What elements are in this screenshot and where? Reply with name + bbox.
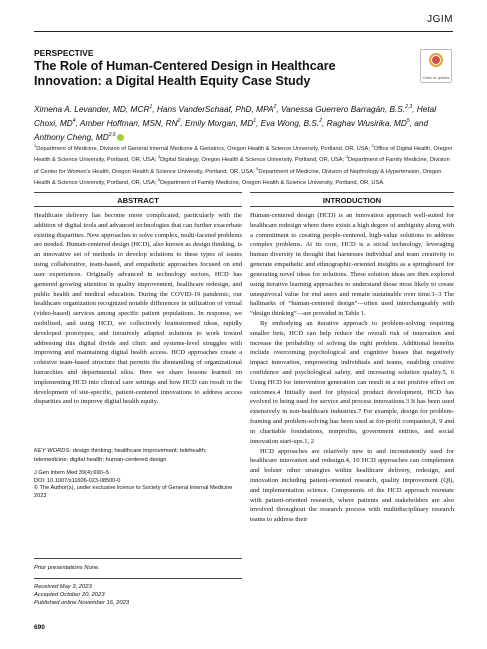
affiliations: $^1$Department of Medicine, Division of General Internal Medicine & Geriatrics, Oregon Health & Science University, Portland, OR, USA; $^2$Office of Digital Health, Oregon Health & Science University, Portland, OR, USA; $^3$Digital Strategy, Oregon Health & Science University, Portland, OR, USA; $^4$Department of Family Medicine, Division of Center for Women's Health, Oregon Health & Science University, Portland, OR, USA; $^5$Department of Medicine, Division of Nephrology & Hypertension, Oregon Health & Science University, Portland, OR, USA; $^6$Department of Family Medicine, Oregon Health & Science University, Portland, OR, USA.: [34, 143, 453, 187]
abstract-text: Healthcare delivery has become more complicated, particularly with the addition of digital tools and advanced technologies that can further exacerbate existing disparities. New approaches to solve complex, multi-faceted problems are needed. Human-centered design (HCD), also known as design thinking, is an innovative set of methods to develop solutions to these types of issues using collaborative, team-based, and empathetic approaches focused on end user experiences. Originally advanced in technology sectors, HCD has garnered growing attention in quality improvement, healthcare redesign, and public health and medical education. During the COVID-19 pandemic, our healthcare organization recognized notable differences in utilization of virtual (video-based) services among specific patient populations. In response, we mobilized, and using HCD, we collectively brainstormed ideas, rapidly developed prototypes, and iteratively adapted solutions to work toward addressing this digital divide and clinic and systems-level struggles with improving and maintaining digital health access. HCD approaches create a cohesive team-based structure that permits the dismantling of organizational hierarchies and departmental silos. Here we share lessons learned on implementing HCD into clinical care settings and how HCD can result in the development of site-specific, patient-centered innovations to address access disparities and to improve digital health equity.: [34, 212, 243, 406]
author: Amber Hoffman, MSN, $RN^2$: [79, 117, 181, 128]
crossmark-dot-icon: [432, 56, 440, 64]
author: Eva Wong, B.S.$^2$: [260, 117, 322, 128]
received-date: Received May 3, 2023: [34, 584, 92, 590]
prior-rule-top: [34, 558, 242, 559]
abstract-rule-top: [34, 192, 242, 193]
author: Emily Morgan, $MD^1$: [184, 117, 256, 128]
author: Hetal Choxi, $MD^4$: [34, 103, 437, 128]
intro-heading: INTRODUCTION: [322, 196, 382, 205]
crossmark-label: Check for updates: [422, 76, 450, 80]
intro-paragraph: By embodying an iterative approach to problem-solving requiring smaller bets, HCD can help reduce the overall risk of innovation and increase the probability of solving the right problem. Additional benefits include overcoming psychological and cognitive biases that negatively impact innovation, empowering individuals and teams, enabling creative confidence and psychological safety, and increasing solution quality.5, 6 Using HCD for intervention generation can result in a net positive effect on outcomes.4 Initially used for physical product development, HCD has evolved to being used for service and process innovations.3 It has been used extensively in non-healthcare industries.7 For example, design for problem-framing and problem-solving has been used at for-profit companies,8, 9 and in charitable foundations, nonprofits, government entities, and social innovation start-ups.1, 2: [250, 319, 454, 445]
publication-dates: [34, 584, 129, 607]
author: Raghav Wusirika, $MD^5$: [326, 117, 410, 128]
author: Ximena A. Levander, MD, MCR$^1$: [34, 103, 153, 114]
keywords-text: design thinking; healthcare improvement; telehealth; telemedicine; digital health; human-centered design: [34, 448, 207, 463]
author: Hans VanderSchaaf, PhD, MPA$^2$: [156, 103, 277, 114]
intro-paragraph: HCD approaches are relatively new to and inconsistently used for healthcare innovation and redesign.4, 10 HCD approaches can complement and bolster other strategies within healthcare delivery, redesign, and innovation including patient-oriented research, quality improvement (QI), and implementation science. Components of the HCD approach resonate with patient-oriented research, where patients and stakeholders are also involved throughout the research process with multidisciplinary research teams to address their: [250, 447, 454, 524]
keywords: [34, 447, 242, 464]
intro-rule-top: [250, 192, 454, 193]
intro-body: [250, 211, 454, 525]
article-title: The Role of Human-Centered Design in Healthcare Innovation: a Digital Health Equity Case Study: [34, 59, 336, 88]
keywords-label: KEY WORDS:: [34, 448, 71, 454]
abstract-rule-bottom: [34, 206, 242, 207]
copyright: © The Author(s), under exclusive licence to Society of General Internal Medicine 2023: [34, 485, 233, 500]
abstract-heading: ABSTRACT: [117, 196, 159, 205]
accepted-date: Accepted October 20, 2023: [34, 591, 105, 598]
page-number: 690: [34, 624, 45, 631]
intro-rule-bottom: [250, 206, 454, 207]
published-date: Published online November 16, 2023: [34, 599, 130, 606]
orcid-icon[interactable]: [117, 134, 124, 141]
citation: J Gen Intern Med 39(4):690–5: [34, 470, 109, 476]
article-meta: [34, 470, 242, 501]
crossmark-badge[interactable]: [420, 49, 452, 83]
header-rule: [34, 31, 453, 32]
journal-name: JGIM: [427, 14, 453, 25]
author-list: Ximena A. Levander, MD, MCR$^1$, Hans VanderSchaaf, PhD, MPA$^2$, Vanessa Guerrero Barragán, B.S.$^{2,3}$, Hetal Choxi, $MD^4$, Amber Hoffman, MSN, $RN^2$, Emily Morgan, $MD^1$, Eva Wong, B.S.$^2$, Raghav Wusirika, $MD^5$, and Anthony Cheng, MD$^{2,6}$: [34, 103, 437, 142]
prior-presentations: Prior presentations None.: [34, 565, 100, 571]
intro-paragraph: Human-centered design (HCD) is an innovation approach well-suited for healthcare redesign where there exists a high degree of ambiguity along with a commitment to creating people-centered, high-value solutions to address complex problems. At its core, HCD is a social technology, leveraging human diversity in thought that harnesses individual and team creativity to generate empathetic and ethnographic-oriented insights as a springboard for generating novel ideas for solutions. These solution ideas are then explored using iterative learning approaches to understand those most likely to create unequivocal value for end users and remain sustainable over time.1–3 The hallmarks of “human-centered design”—often used interchangeably with “design thinking”—are provided in Table 1.: [250, 212, 454, 318]
doi-link[interactable]: DOI: 10.1007/s11606-023-08500-0: [34, 477, 121, 484]
prior-rule-bottom: [34, 578, 242, 579]
section-tag: PERSPECTIVE: [34, 48, 94, 58]
author: and Anthony Cheng, MD$^{2,6}$: [34, 117, 429, 142]
author: Vanessa Guerrero Barragán, B.S.$^{2,3}$: [280, 103, 413, 114]
